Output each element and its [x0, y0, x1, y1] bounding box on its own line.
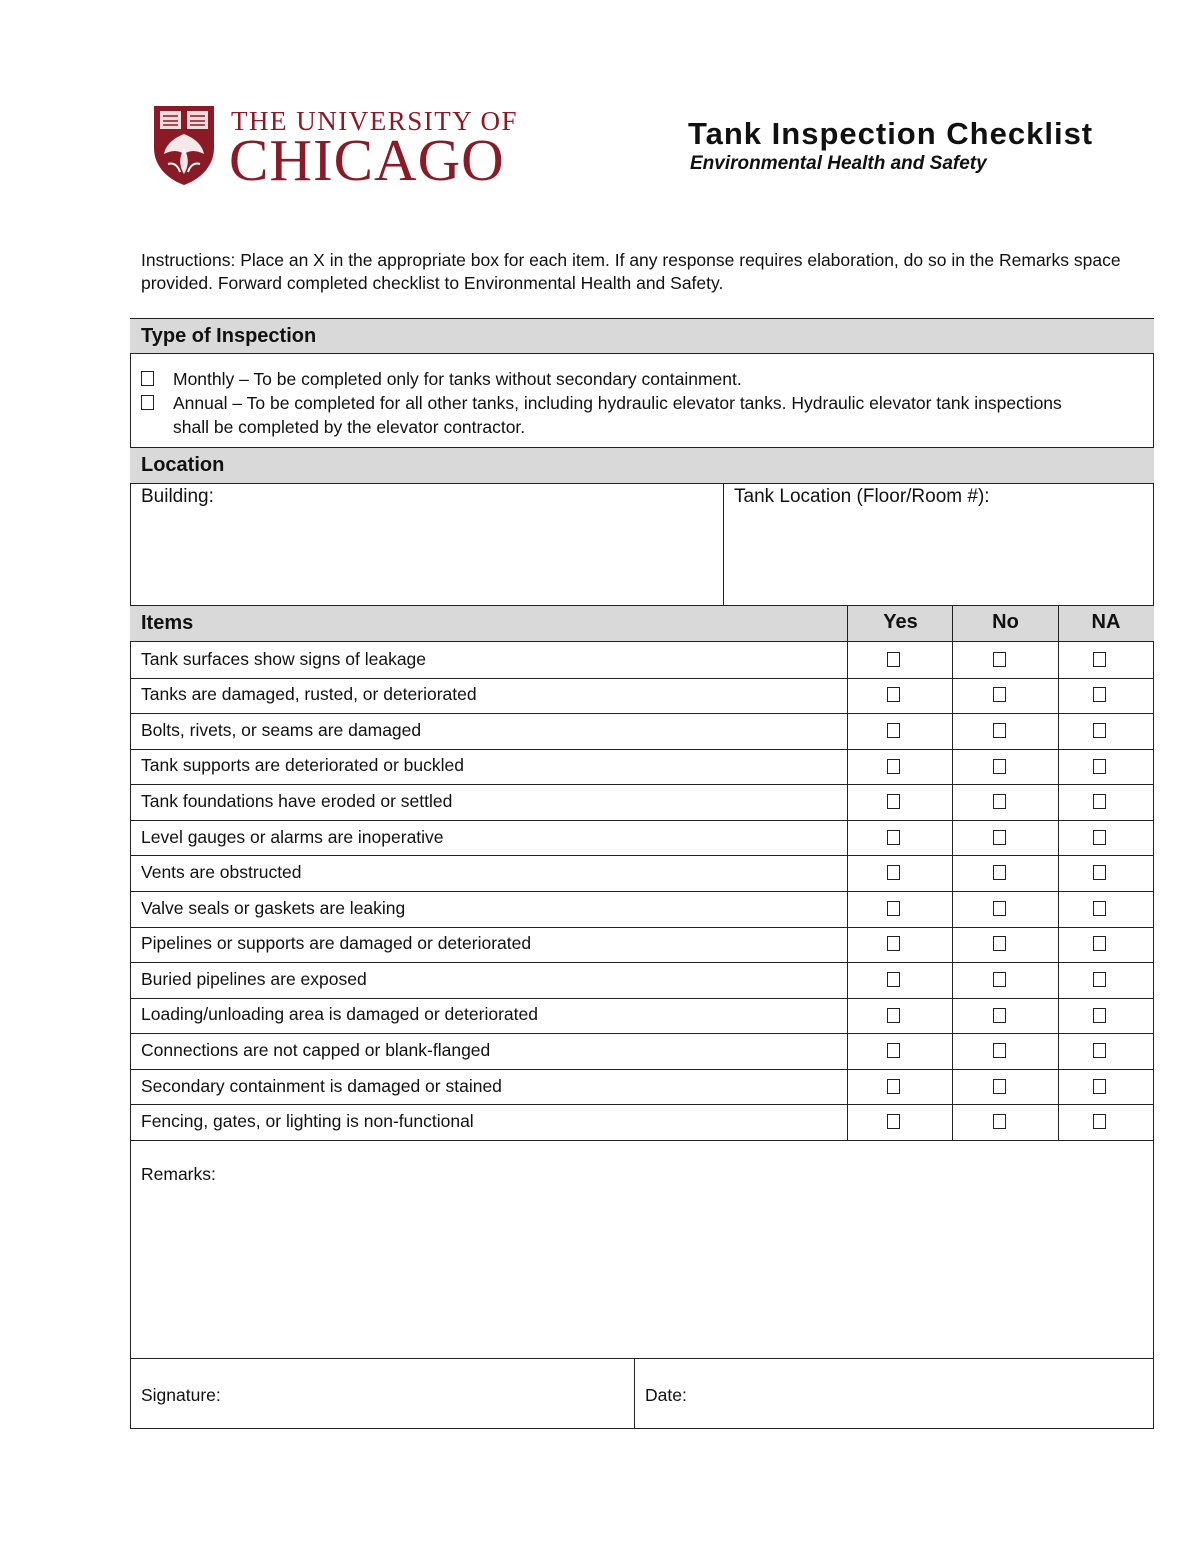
- yes-checkbox[interactable]: [887, 830, 900, 845]
- yes-checkbox[interactable]: [887, 865, 900, 880]
- logo-text-chicago: CHICAGO: [229, 127, 505, 193]
- no-checkbox[interactable]: [993, 652, 1006, 667]
- date-field[interactable]: Date:: [645, 1385, 687, 1405]
- item-label: Valve seals or gaskets are leaking: [141, 897, 406, 918]
- yes-column-header: Yes: [883, 611, 918, 633]
- location-heading: Location: [141, 454, 225, 476]
- no-checkbox[interactable]: [993, 1079, 1006, 1094]
- no-checkbox[interactable]: [993, 1114, 1006, 1129]
- na-checkbox[interactable]: [1093, 830, 1106, 845]
- items-column-header: Items: [141, 612, 194, 634]
- na-checkbox[interactable]: [1093, 1079, 1106, 1094]
- item-label: Pipelines or supports are damaged or deteriorated: [141, 933, 532, 954]
- na-checkbox[interactable]: [1093, 1114, 1106, 1129]
- yes-checkbox[interactable]: [887, 652, 900, 667]
- remarks-field[interactable]: Remarks:: [141, 1164, 216, 1184]
- yes-checkbox[interactable]: [887, 1008, 900, 1023]
- location-divider: [723, 484, 724, 606]
- item-label: Level gauges or alarms are inoperative: [141, 826, 444, 847]
- na-checkbox[interactable]: [1093, 901, 1106, 916]
- monthly-checkbox[interactable]: [141, 371, 154, 386]
- yes-checkbox[interactable]: [887, 1079, 900, 1094]
- building-field[interactable]: Building:: [141, 486, 214, 507]
- signature-field[interactable]: Signature:: [141, 1385, 221, 1405]
- na-checkbox[interactable]: [1093, 759, 1106, 774]
- item-label: Tank surfaces show signs of leakage: [141, 648, 427, 669]
- signature-row-divider: [130, 1358, 1154, 1359]
- location-header: [130, 447, 1154, 484]
- item-label: Connections are not capped or blank-flanged: [141, 1040, 491, 1061]
- annual-checkbox[interactable]: [141, 395, 154, 410]
- university-logo: [152, 104, 552, 193]
- no-checkbox[interactable]: [993, 972, 1006, 987]
- no-checkbox[interactable]: [993, 794, 1006, 809]
- na-checkbox[interactable]: [1093, 723, 1106, 738]
- row-divider: [130, 1140, 1154, 1141]
- item-label: Buried pipelines are exposed: [141, 968, 367, 989]
- no-checkbox[interactable]: [993, 830, 1006, 845]
- na-checkbox[interactable]: [1093, 936, 1106, 951]
- no-checkbox[interactable]: [993, 687, 1006, 702]
- yes-checkbox[interactable]: [887, 759, 900, 774]
- na-checkbox[interactable]: [1093, 972, 1106, 987]
- no-checkbox[interactable]: [993, 936, 1006, 951]
- no-checkbox[interactable]: [993, 759, 1006, 774]
- item-label: Bolts, rivets, or seams are damaged: [141, 719, 422, 740]
- na-checkbox[interactable]: [1093, 794, 1106, 809]
- item-label: Secondary containment is damaged or stained: [141, 1075, 502, 1096]
- yes-checkbox[interactable]: [887, 972, 900, 987]
- instructions-text: Instructions: Place an X in the appropriate box for each item. If any response requires elaboration, do so in the Remarks space provided. Forward completed checklist to Environmental Health and Safety.: [141, 250, 1121, 293]
- no-checkbox[interactable]: [993, 901, 1006, 916]
- na-checkbox[interactable]: [1093, 1008, 1106, 1023]
- monthly-label: Monthly – To be completed only for tanks without secondary containment.: [173, 369, 742, 389]
- no-checkbox[interactable]: [993, 865, 1006, 880]
- signature-date-divider: [634, 1358, 635, 1429]
- item-label: Tanks are damaged, rusted, or deteriorated: [141, 684, 477, 705]
- tank-location-field[interactable]: Tank Location (Floor/Room #):: [734, 486, 990, 507]
- annual-label: Annual – To be completed for all other tanks, including hydraulic elevator tanks. Hydraulic elevator tank inspections shall be completed by the elevator contractor.: [173, 393, 1062, 437]
- inspection-type-monthly[interactable]: [141, 367, 1101, 391]
- yes-checkbox[interactable]: [887, 687, 900, 702]
- yes-checkbox[interactable]: [887, 723, 900, 738]
- na-checkbox[interactable]: [1093, 1043, 1106, 1058]
- no-column-header: No: [992, 611, 1019, 633]
- no-checkbox[interactable]: [993, 723, 1006, 738]
- type-of-inspection-heading: Type of Inspection: [141, 325, 317, 347]
- item-label: Loading/unloading area is damaged or deteriorated: [141, 1004, 538, 1025]
- na-checkbox[interactable]: [1093, 865, 1106, 880]
- na-checkbox[interactable]: [1093, 687, 1106, 702]
- yes-checkbox[interactable]: [887, 1043, 900, 1058]
- item-label: Vents are obstructed: [141, 862, 302, 883]
- item-label: Tank supports are deteriorated or buckled: [141, 755, 464, 776]
- page-title: Tank Inspection Checklist: [688, 116, 1094, 151]
- yes-checkbox[interactable]: [887, 901, 900, 916]
- na-column-header: NA: [1091, 611, 1121, 633]
- yes-checkbox[interactable]: [887, 936, 900, 951]
- type-of-inspection-header: [130, 318, 1154, 354]
- yes-checkbox[interactable]: [887, 794, 900, 809]
- inspection-type-annual[interactable]: [141, 391, 1101, 439]
- yes-checkbox[interactable]: [887, 1114, 900, 1129]
- no-checkbox[interactable]: [993, 1008, 1006, 1023]
- item-label: Fencing, gates, or lighting is non-functional: [141, 1111, 474, 1132]
- logo-text-university-of: THE UNIVERSITY OF: [231, 106, 518, 136]
- no-checkbox[interactable]: [993, 1043, 1006, 1058]
- item-label: Tank foundations have eroded or settled: [141, 791, 453, 812]
- na-checkbox[interactable]: [1093, 652, 1106, 667]
- page-subtitle: Environmental Health and Safety: [690, 153, 987, 174]
- university-shield-icon: [152, 104, 216, 186]
